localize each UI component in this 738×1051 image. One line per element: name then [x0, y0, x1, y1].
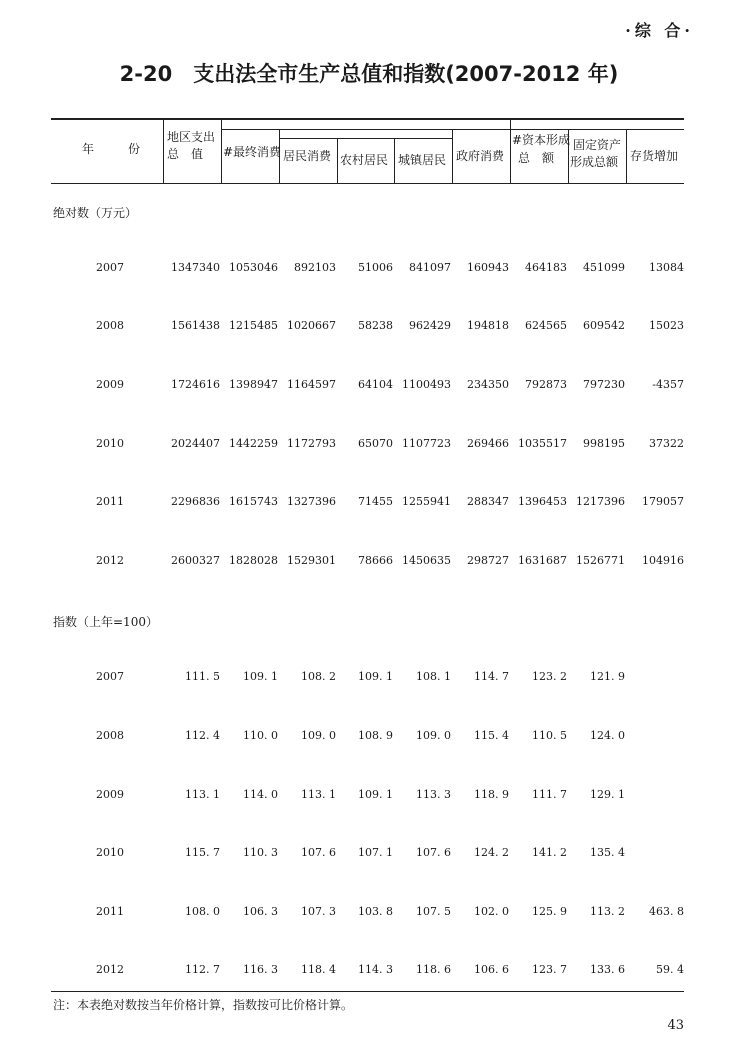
table-cell: 112. 7: [185, 963, 220, 976]
table-cell: 65070: [358, 437, 393, 450]
table-cell: 108. 0: [185, 905, 220, 918]
table-cell: 141. 2: [532, 846, 567, 859]
table-cell: 121. 9: [590, 670, 625, 683]
row-year: 2010: [96, 437, 124, 450]
header-divider: [626, 129, 627, 183]
table-cell: 298727: [467, 554, 509, 567]
table-cell: 113. 1: [185, 788, 220, 801]
table-cell: 133. 6: [590, 963, 625, 976]
table-cell: 1450635: [402, 554, 451, 567]
table-cell: 124. 2: [474, 846, 509, 859]
table-bottom-rule: [51, 991, 684, 992]
table-cell: 1615743: [229, 495, 278, 508]
table-cell: 1020667: [287, 319, 336, 332]
table-cell: 2296836: [171, 495, 220, 508]
row-year: 2010: [96, 846, 124, 859]
table-cell: 37322: [649, 437, 684, 450]
row-year: 2009: [96, 788, 124, 801]
table-cell: 64104: [358, 378, 393, 391]
table-cell: 1217396: [576, 495, 625, 508]
table-cell: 1255941: [402, 495, 451, 508]
table-cell: 1724616: [171, 378, 220, 391]
table-cell: 107. 5: [416, 905, 451, 918]
header-household: 居民消费: [283, 149, 332, 163]
row-year: 2008: [96, 319, 124, 332]
section-label-absolute: 绝对数（万元）: [53, 206, 138, 220]
footnote: 注：本表绝对数按当年价格计算，指数按可比价格计算。: [53, 998, 354, 1012]
table-cell: 108. 1: [416, 670, 451, 683]
table-cell: 107. 1: [358, 846, 393, 859]
table-cell: 624565: [525, 319, 567, 332]
table-cell: 106. 3: [243, 905, 278, 918]
table-cell: 124. 0: [590, 729, 625, 742]
table-cell: 109. 1: [243, 670, 278, 683]
table-cell: 1107723: [402, 437, 451, 450]
table-cell: 1164597: [287, 378, 336, 391]
header-gdp-line2: 总 值: [167, 147, 204, 161]
table-cell: 1172793: [287, 437, 336, 450]
table-cell: 106. 6: [474, 963, 509, 976]
table-cell: 112. 4: [185, 729, 220, 742]
table-cell: 2024407: [171, 437, 220, 450]
table-cell: 998195: [583, 437, 625, 450]
table-cell: 1529301: [287, 554, 336, 567]
header-divider: [394, 138, 395, 183]
header-fixed-line2: 形成总额: [570, 155, 619, 169]
table-cell: 160943: [467, 261, 509, 274]
row-year: 2007: [96, 670, 124, 683]
section-label-index: 指数（上年=100）: [53, 615, 158, 629]
table-cell: 71455: [358, 495, 393, 508]
header-divider: [452, 129, 453, 183]
header-year-1: 年: [82, 142, 95, 156]
table-cell: 113. 2: [590, 905, 625, 918]
row-year: 2008: [96, 729, 124, 742]
header-subrule: [279, 138, 452, 139]
table-cell: 1631687: [518, 554, 567, 567]
table-cell: 109. 0: [301, 729, 336, 742]
header-final-consumption: #最终消费: [223, 145, 282, 159]
table-cell: 1035517: [518, 437, 567, 450]
row-year: 2012: [96, 554, 124, 567]
table-cell: 1327396: [287, 495, 336, 508]
table-cell: 464183: [525, 261, 567, 274]
header-divider: [510, 118, 511, 183]
header-divider: [337, 138, 338, 183]
table-cell: 797230: [583, 378, 625, 391]
table-cell: 451099: [583, 261, 625, 274]
header-subrule: [568, 129, 684, 130]
table-cell: 108. 2: [301, 670, 336, 683]
table-top-rule: [51, 118, 684, 120]
section-tag: ·综 合·: [625, 21, 694, 40]
table-cell: 107. 6: [301, 846, 336, 859]
header-urban: 城镇居民: [398, 153, 447, 167]
table-cell: 109. 1: [358, 670, 393, 683]
table-cell: 59. 4: [656, 963, 684, 976]
table-cell: 1398947: [229, 378, 278, 391]
table-cell: 111. 5: [185, 670, 220, 683]
row-year: 2007: [96, 261, 124, 274]
table-cell: 135. 4: [590, 846, 625, 859]
table-cell: -4357: [652, 378, 684, 391]
table-cell: 116. 3: [243, 963, 278, 976]
table-cell: 1442259: [229, 437, 278, 450]
table-cell: 108. 9: [358, 729, 393, 742]
table-cell: 113. 3: [416, 788, 451, 801]
header-year-2: 份: [128, 142, 141, 156]
header-inventory: 存货增加: [630, 149, 679, 163]
table-cell: 1526771: [576, 554, 625, 567]
table-cell: 1828028: [229, 554, 278, 567]
header-gdp-line1: 地区支出: [167, 130, 216, 144]
table-header-rule: [51, 183, 684, 184]
table-cell: 114. 3: [358, 963, 393, 976]
header-government: 政府消费: [456, 149, 505, 163]
table-cell: 463. 8: [649, 905, 684, 918]
table-cell: 58238: [358, 319, 393, 332]
table-cell: 118. 9: [474, 788, 509, 801]
row-year: 2011: [96, 905, 124, 918]
table-cell: 194818: [467, 319, 509, 332]
table-cell: 1396453: [518, 495, 567, 508]
table-cell: 118. 4: [301, 963, 336, 976]
row-year: 2009: [96, 378, 124, 391]
table-cell: 609542: [583, 319, 625, 332]
table-cell: 114. 7: [474, 670, 509, 683]
table-cell: 179057: [642, 495, 684, 508]
table-cell: 110. 5: [532, 729, 567, 742]
table-cell: 15023: [649, 319, 684, 332]
table-cell: 109. 1: [358, 788, 393, 801]
header-divider: [221, 118, 222, 183]
table-cell: 962429: [409, 319, 451, 332]
row-year: 2011: [96, 495, 124, 508]
table-cell: 841097: [409, 261, 451, 274]
table-cell: 2600327: [171, 554, 220, 567]
table-cell: 1561438: [171, 319, 220, 332]
table-cell: 104916: [642, 554, 684, 567]
table-cell: 118. 6: [416, 963, 451, 976]
table-cell: 1100493: [402, 378, 451, 391]
header-capital-line2: 总 额: [518, 151, 555, 165]
table-cell: 102. 0: [474, 905, 509, 918]
table-cell: 1215485: [229, 319, 278, 332]
header-rural: 农村居民: [340, 153, 389, 167]
page-number: 43: [667, 1018, 684, 1033]
table-cell: 1053046: [229, 261, 278, 274]
table-cell: 110. 0: [243, 729, 278, 742]
table-cell: 1347340: [171, 261, 220, 274]
table-cell: 288347: [467, 495, 509, 508]
row-year: 2012: [96, 963, 124, 976]
header-divider: [163, 118, 164, 183]
table-cell: 125. 9: [532, 905, 567, 918]
table-cell: 107. 3: [301, 905, 336, 918]
table-cell: 892103: [294, 261, 336, 274]
header-capital-line1: #资本形成: [512, 133, 571, 147]
table-cell: 129. 1: [590, 788, 625, 801]
table-cell: 115. 7: [185, 846, 220, 859]
table-cell: 234350: [467, 378, 509, 391]
table-cell: 103. 8: [358, 905, 393, 918]
table-cell: 123. 7: [532, 963, 567, 976]
table-cell: 13084: [649, 261, 684, 274]
table-cell: 107. 6: [416, 846, 451, 859]
table-cell: 123. 2: [532, 670, 567, 683]
table-cell: 111. 7: [532, 788, 567, 801]
table-cell: 110. 3: [243, 846, 278, 859]
table-cell: 269466: [467, 437, 509, 450]
table-cell: 114. 0: [243, 788, 278, 801]
page-title: 2-20 支出法全市生产总值和指数(2007-2012 年): [119, 62, 619, 86]
table-cell: 792873: [525, 378, 567, 391]
table-cell: 51006: [358, 261, 393, 274]
table-cell: 113. 1: [301, 788, 336, 801]
table-cell: 78666: [358, 554, 393, 567]
header-fixed-line1: 固定资产: [573, 138, 622, 152]
table-cell: 115. 4: [474, 729, 509, 742]
table-cell: 109. 0: [416, 729, 451, 742]
